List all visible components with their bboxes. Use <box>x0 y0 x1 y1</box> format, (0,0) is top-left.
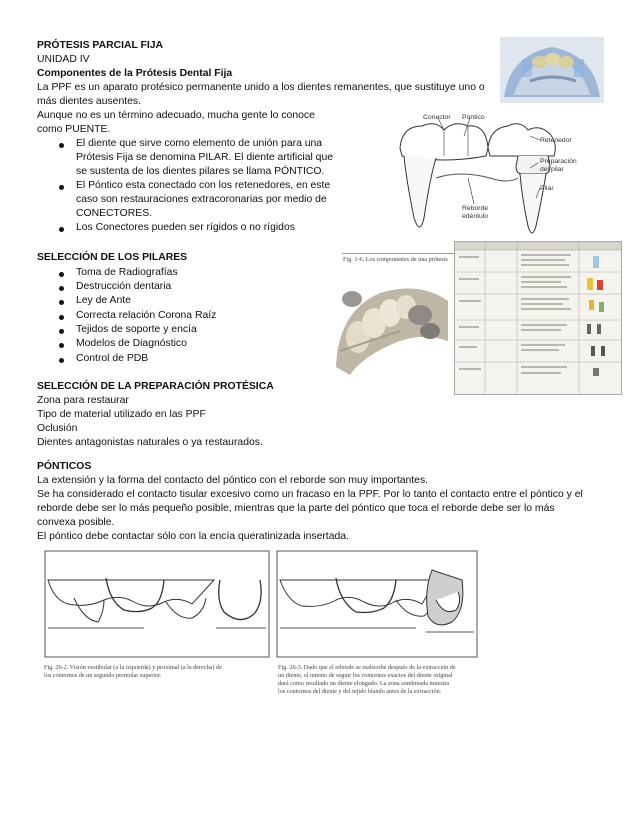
fig263-caption-line: Fig. 26-3. Dado que el reborde se reabsorbe después de la extracción de <box>278 664 456 671</box>
prep-item: Tipo de material utilizado en las PPF <box>37 409 206 420</box>
intro-line: como PUENTE. <box>37 124 111 135</box>
bullet-line: Prótesis Fija se denomina PILAR. El diente artificial que <box>76 152 334 163</box>
pilares-item: Modelos de Diagnóstico <box>76 338 187 349</box>
bullet-icon <box>59 358 64 363</box>
bullet-icon <box>59 300 64 305</box>
ponticos-line: convexa posible. <box>37 517 115 528</box>
prep-item: Oclusión <box>37 423 78 434</box>
bridge-components-diagram <box>340 108 580 253</box>
bullet-icon <box>59 315 64 320</box>
bullet-line: CONECTORES. <box>76 208 153 219</box>
bullet-line: El Póntico esta conectado con los retenedores, en este <box>76 180 331 191</box>
fig263-caption-line: un diente, el intento de seguir los contornos exactos del diente original <box>278 672 453 679</box>
prep-item: Dientes antagonistas naturales o ya restaurados. <box>37 437 263 448</box>
bridge-model-photo <box>330 271 454 381</box>
bullet-icon <box>59 143 64 148</box>
ponticos-line: La extensión y la forma del contacto del póntico con el reborde son muy importantes. <box>37 475 429 486</box>
bullet-icon <box>59 343 64 348</box>
dental-model-photo <box>500 37 604 103</box>
bullet-icon <box>59 329 64 334</box>
label-conector: Conector <box>423 114 451 121</box>
fig262-caption-line: los contornos de un segundo premolar superior. <box>44 672 162 679</box>
label-retenedor: Retenedor <box>540 137 572 144</box>
fig263-caption-line: los contornos del diente y del tejido blando antes de la extracción. <box>278 688 442 695</box>
ponticos-line: Se ha considerado el contacto tisular excesivo como un fracaso en la PPF. Por lo tanto el contacto entre el póntico y el <box>37 489 583 500</box>
bullet-line: se sustenta de los dientes pilares se llama PÓNTICO. <box>76 166 325 177</box>
pilares-item: Correcta relación Corona Raíz <box>76 310 217 321</box>
label-pilar: Pilar <box>540 185 554 192</box>
bullet-icon <box>59 185 64 190</box>
bullet-icon <box>59 227 64 232</box>
components-heading: Componentes de la Prótesis Dental Fija <box>37 68 233 79</box>
intro-line: La PPF es un aparato protésico permanente unido a los dientes remanentes, que sustituye uno o <box>37 82 485 93</box>
pilares-item: Control de PDB <box>76 353 149 364</box>
prep-item: Zona para restaurar <box>37 395 129 406</box>
label-reborde: Reborde edéntulo <box>462 205 489 220</box>
pilares-item: Toma de Radiografías <box>76 267 178 278</box>
pilares-item: Tejidos de soporte y encía <box>76 324 197 335</box>
pilares-heading: SELECCIÓN DE LOS PILARES <box>37 252 188 263</box>
fig263-caption-line: dará como resultado un diente elongado. La zona sombreada muestra <box>278 680 450 687</box>
pilares-item: Destrucción dentaria <box>76 281 172 292</box>
fig16-caption: Fig. 1-6. Los componentes de una prótesis <box>343 256 448 263</box>
fig262-caption-line: Fig. 26-2. Visión vestibular (a la izquierda) y proximal (a la derecha) de <box>44 664 222 671</box>
ponticos-line: reborde debe ser lo más pequeño posible, mientras que la parte del póntico que toca el reborde debe ser lo más <box>37 503 555 514</box>
caption-rule <box>342 253 454 254</box>
document-title: PRÓTESIS PARCIAL FIJA <box>37 40 164 51</box>
bullet-icon <box>59 272 64 277</box>
ponticos-line: El póntico debe contactar sólo con la encía queratinizada insertada. <box>37 531 349 542</box>
ponticos-heading: PÓNTICOS <box>37 461 92 472</box>
bullet-line: El diente que sirve como elemento de unión para una <box>76 138 323 149</box>
prep-heading: SELECCIÓN DE LA PREPARACIÓN PROTÉSICA <box>37 381 274 392</box>
pilares-item: Ley de Ante <box>76 295 131 306</box>
bullet-line: Los Conectores pueden ser rígidos o no rígidos <box>76 222 295 233</box>
bullet-line: caso son restauraciones extracoronarias por medio de <box>76 194 327 205</box>
premolar-contour-figure <box>44 550 270 658</box>
ridge-resorption-figure <box>276 550 478 658</box>
unit-label: UNIDAD IV <box>37 54 90 65</box>
bullet-icon <box>59 286 64 291</box>
intro-line: más dientes ausentes. <box>37 96 141 107</box>
pillar-selection-table <box>454 241 622 395</box>
label-pontico: Póntico <box>462 114 485 121</box>
label-preparacion: Preparación del pilar <box>540 158 577 173</box>
intro-line: Aunque no es un término adecuado, mucha gente lo conoce <box>37 110 315 121</box>
